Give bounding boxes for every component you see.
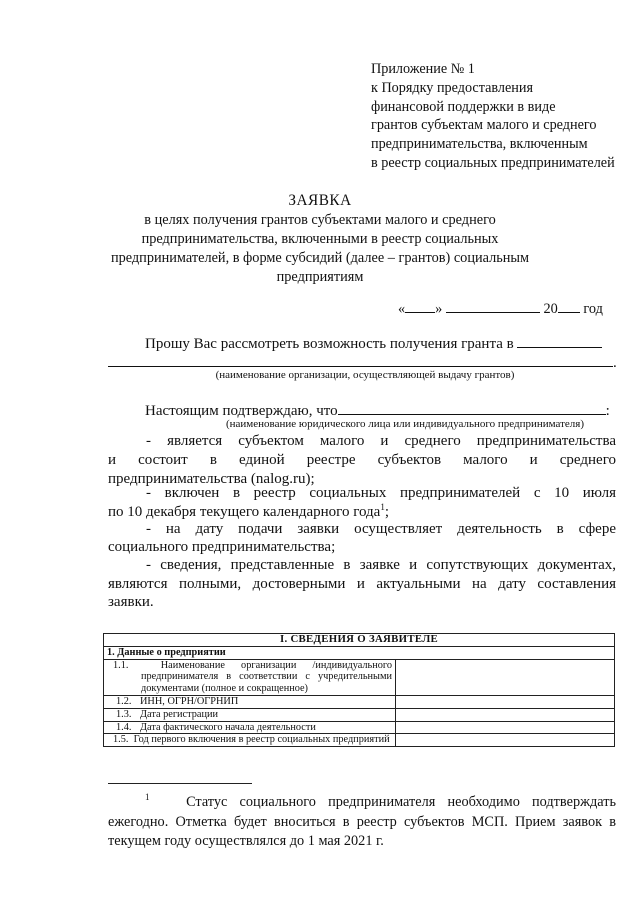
footnote-divider [108,783,252,784]
appendix-block [371,60,633,173]
year-prefix: 20 [543,301,558,317]
row-value-field[interactable] [396,721,615,734]
appendix-line: финансовой поддержки в виде [371,98,556,115]
grant-organization-field-cont[interactable] [108,352,613,367]
request-end-dot: . [613,355,617,371]
subtitle-line: предприятиям [276,269,364,285]
footnote-mark: 1 [145,792,150,803]
table-row [104,659,615,695]
table-row [104,734,615,747]
confirm-item-1-line-1: - является субъектом малого и среднего предпринимательства [146,433,616,449]
confirm-item-2-text: по 10 декабря текущего календарного года [108,504,381,520]
table-section-row [104,634,615,647]
table-subsection-row [104,646,615,659]
day-field[interactable] [405,298,435,313]
section-title: I. СВЕДЕНИЯ О ЗАЯВИТЕЛЕ [104,634,615,647]
footnote [108,793,616,852]
subtitle-line: предпринимателей, в форме субсидий (далее – грантов) социальным [110,250,530,266]
footnote-ref[interactable]: 1 [380,502,385,512]
appendix-line: грантов субъектам малого и среднего [371,117,597,134]
appendix-line: предпринимательства, включенным [371,136,588,153]
row-label-text: Год первого включения в реестр социальных предприятий [133,734,390,746]
row-label [104,721,396,734]
confirm-item-4-line-3: заявки. [108,594,154,610]
row-label [104,708,396,721]
table-row [104,708,615,721]
document-subtitle [110,211,530,287]
year-suffix: год [583,301,603,317]
row-number: 1.5. [113,734,129,746]
applicant-name-field[interactable] [338,400,606,415]
confirm-item-1-line-2: и состоит в единой реестре субъектов малого и среднего [108,452,616,468]
confirm-item-3-line-1: - на дату подачи заявки осуществляет деятельность в сфере [146,521,616,537]
confirm-item-2-line-1: - включен в реестр социальных предпринимателей с 10 июля [146,485,616,501]
month-field[interactable] [446,298,540,313]
subsection-title: 1. Данные о предприятии [104,646,615,659]
row-number: 1.4. [116,721,132,733]
appendix-line: Приложение № 1 [371,61,475,77]
row-label [104,734,396,747]
document-title: ЗАЯВКА [288,192,352,209]
request-caption: (наименование организации, осуществляющей выдачу грантов) [215,369,515,381]
row-value-field[interactable] [396,734,615,747]
table-row [104,721,615,734]
row-number: 1.2. [116,695,132,707]
request-text: Прошу Вас рассмотреть возможность получения гранта в [145,336,514,352]
confirm-item-2-tail: ; [384,504,390,520]
row-label [104,659,396,695]
row-label-text: Дата регистрации [140,708,218,720]
subtitle-line: в целях получения грантов субъектами малого и среднего [144,212,496,228]
confirm-text: Настоящим подтверждаю, что [145,403,338,419]
grant-organization-field[interactable] [517,333,602,348]
footnote-text: Статус социального предпринимателя необходимо подтверждать ежегодно. Отметка будет вноситься в реестр субъектов МСП. Прием заявок в текущем году осуществлялся до 1 мая 2021 г. [108,794,616,849]
row-number: 1.3. [116,708,132,720]
appendix-line: к Порядку предоставления [371,79,533,96]
confirm-end-colon: : [605,403,610,419]
subtitle-line: предпринимательства, включенными в реестр социальных [141,231,499,247]
row-value-field[interactable] [396,708,615,721]
date-close-quote: » [435,301,443,317]
year-field[interactable] [558,298,580,313]
date-open-quote: « [398,301,406,317]
confirm-item-1-line-3: предпринимательства (nalog.ru); [108,471,315,487]
row-label-text: Дата фактического начала деятельности [140,721,316,733]
row-value-field[interactable] [396,695,615,708]
row-label-text: Наименование организации /индивидуального предпринимателя в соответствии с учредительными документами (полное и сокращенное) [141,659,392,695]
confirm-item-4-line-1: - сведения, представленные в заявке и сопутствующих документах, [146,557,616,573]
row-label-text: ИНН, ОГРН/ОГРНИП [140,695,239,707]
applicant-info-table [103,633,615,747]
row-label [104,695,396,708]
confirm-item-4-line-2: являются полными, достоверными и актуальными на дату составления [108,576,616,592]
appendix-line: в реестр социальных предпринимателей [371,154,615,171]
row-number: 1.1. [113,659,129,671]
confirm-caption: (наименование юридического лица или индивидуального предпринимателя) [225,418,585,430]
confirm-item-3-line-2: социального предпринимательства; [108,539,336,555]
row-value-field[interactable] [396,659,615,695]
date-line [398,298,603,318]
table-row [104,695,615,708]
